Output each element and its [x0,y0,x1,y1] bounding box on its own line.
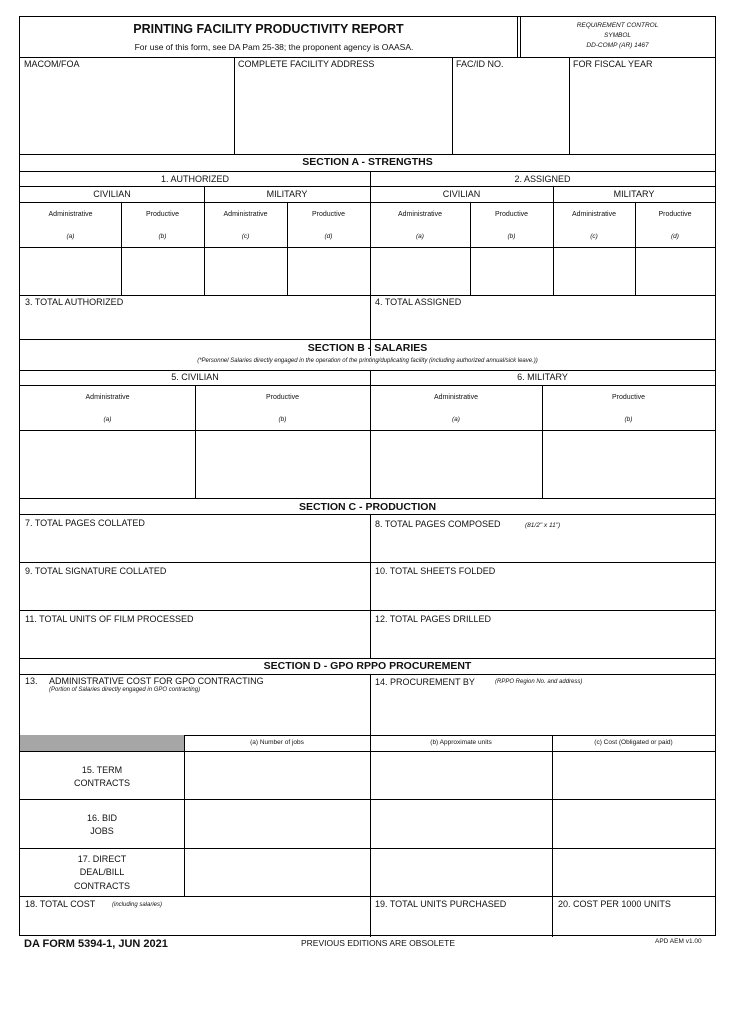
f12-label: 12. TOTAL PAGES DRILLED [375,614,492,624]
f7-label: 7. TOTAL PAGES COLLATED [25,518,145,528]
section-d-title: SECTION D - GPO RPPO PROCUREMENT [263,660,472,672]
f8-label: 8. TOTAL PAGES COMPOSED [375,519,501,529]
salary-mil-prod-input[interactable] [543,431,715,497]
form-subtitle: For use of this form, see DA Pam 25-38; the proponent agency is OAASA. [134,42,414,52]
auth-mil-admin-sub: (c) [241,233,250,240]
salary-civ-admin-header: Administrative [85,394,130,401]
bid-jobs-jobs-input[interactable] [185,800,370,848]
asg-civ-admin-header: Administrative [398,211,442,218]
f13-number: 13. [25,676,38,686]
r16-line2: JOBS [90,826,114,836]
salary-mil-admin-header: Administrative [434,394,478,401]
f10-label: 10. TOTAL SHEETS FOLDED [375,566,496,576]
salary-civ-admin-input[interactable] [20,431,195,497]
f13-note: (Portion of Salaries directly engaged in GPO contracting) [49,687,201,693]
salary-civ-prod-input[interactable] [196,431,370,497]
salary-civ-prod-sub: (b) [278,416,287,423]
auth-civ-prod-sub: (b) [158,233,167,240]
total-authorized-label: 3. TOTAL AUTHORIZED [25,297,124,307]
f8-note: (81/2" x 11") [525,522,561,529]
asg-civ-prod-sub: (b) [507,233,516,240]
version-stamp: APD AEM v1.00 [655,938,702,945]
fiscal-year-field[interactable] [570,58,715,154]
address-label: COMPLETE FACILITY ADDRESS [238,59,375,69]
r17-line2: DEAL/BILL [79,867,125,877]
r15-line1: 15. TERM [81,765,123,775]
asg-mil-prod-input[interactable] [636,248,715,294]
section-b-note: (*Personnel Salaries directly engaged in the operation of the printing/duplicating facility (including authorized annual/sick leave.)) [197,358,538,364]
f18-note: (including salaries) [112,902,163,908]
auth-mil-prod-input[interactable] [288,248,370,294]
facid-label: FAC/ID NO. [456,59,504,69]
r15-line2: CONTRACTS [74,778,130,788]
auth-military-heading: MILITARY [266,189,308,199]
asg-mil-admin-input[interactable] [554,248,635,294]
rcs-line1: REQUIREMENT CONTROL [576,22,659,29]
auth-mil-admin-input[interactable] [205,248,287,294]
asg-civ-admin-input[interactable] [371,248,470,294]
f9-label: 9. TOTAL SIGNATURE COLLATED [25,566,167,576]
salary-mil-admin-sub: (a) [452,416,460,423]
obsolete-notice: PREVIOUS EDITIONS ARE OBSOLETE [301,938,455,948]
r16-line1: 16. BID [86,813,117,823]
assigned-heading: 2. ASSIGNED [514,174,571,184]
bid-jobs-cost-input[interactable] [553,800,715,848]
facid-field[interactable] [453,58,568,154]
asg-civ-admin-sub: (a) [416,233,424,240]
auth-civ-admin-sub: (a) [66,233,75,240]
salary-mil-prod-header: Productive [611,394,646,401]
asg-mil-admin-sub: (c) [590,233,598,240]
auth-mil-prod-sub: (d) [324,233,333,240]
term-contracts-units-input[interactable] [371,752,552,799]
auth-mil-admin-header: Administrative [223,211,268,218]
rcs-line3: DD-COMP (AR) 1467 [586,42,649,49]
direct-deal-units-input[interactable] [371,849,552,896]
salary-mil-prod-sub: (b) [624,416,633,423]
auth-mil-prod-header: Productive [311,211,346,218]
bid-jobs-units-input[interactable] [371,800,552,848]
section-c-title: SECTION C - PRODUCTION [298,501,437,513]
f14-label: 14. PROCUREMENT BY [375,677,475,687]
r17-line3: CONTRACTS [74,881,130,891]
macom-label: MACOM/FOA [24,59,80,69]
salary-civ-admin-sub: (a) [103,416,112,423]
direct-deal-jobs-input[interactable] [185,849,370,896]
auth-civ-admin-input[interactable] [20,248,121,294]
direct-deal-cost-input[interactable] [553,849,715,896]
auth-civilian-heading: CIVILIAN [93,189,131,199]
asg-mil-admin-header: Administrative [572,211,616,218]
term-contracts-jobs-input[interactable] [185,752,370,799]
col-approx-units: (b) Approximate units [430,739,492,746]
section-b-title: SECTION B - SALARIES [307,342,428,354]
asg-civ-prod-input[interactable] [471,248,553,294]
asg-civ-prod-header: Productive [494,211,529,218]
asg-mil-prod-header: Productive [658,211,692,218]
auth-civ-admin-header: Administrative [48,211,93,218]
f18-label: 18. TOTAL COST [25,899,96,909]
salary-military-heading: 6. MILITARY [517,372,568,382]
auth-civ-prod-header: Productive [145,211,180,218]
f19-label: 19. TOTAL UNITS PURCHASED [375,899,507,909]
shaded-header-cell [20,735,184,751]
form-id: DA FORM 5394-1, JUN 2021 [24,938,168,950]
form-title: PRINTING FACILITY PRODUCTIVITY REPORT [133,22,404,36]
salary-civ-prod-header: Productive [265,394,300,401]
productivity-report-form [19,16,716,936]
macom-field[interactable] [20,58,234,154]
section-a-title: SECTION A - STRENGTHS [302,156,433,168]
rcs-line2: SYMBOL [603,32,632,39]
asg-mil-prod-sub: (d) [671,233,679,240]
auth-civ-prod-input[interactable] [122,248,204,294]
asg-military-heading: MILITARY [613,189,655,199]
asg-civilian-heading: CIVILIAN [442,189,481,199]
facility-address-field[interactable] [235,58,452,154]
fiscal-year-label: FOR FISCAL YEAR [573,59,653,69]
col-number-of-jobs: (a) Number of jobs [250,739,304,746]
f11-label: 11. TOTAL UNITS OF FILM PROCESSED [25,614,194,624]
salary-mil-admin-input[interactable] [371,431,542,497]
f14-note: (RPPO Region No. and address) [495,679,583,685]
r17-line1: 17. DIRECT [77,854,127,864]
salary-civilian-heading: 5. CIVILIAN [171,372,219,382]
term-contracts-cost-input[interactable] [553,752,715,799]
f20-label: 20. COST PER 1000 UNITS [558,899,671,909]
authorized-heading: 1. AUTHORIZED [160,174,229,184]
total-assigned-label: 4. TOTAL ASSIGNED [375,297,462,307]
col-cost: (c) Cost (Obligated or paid) [594,739,673,746]
f13-label: ADMINISTRATIVE COST FOR GPO CONTRACTING [49,676,264,686]
